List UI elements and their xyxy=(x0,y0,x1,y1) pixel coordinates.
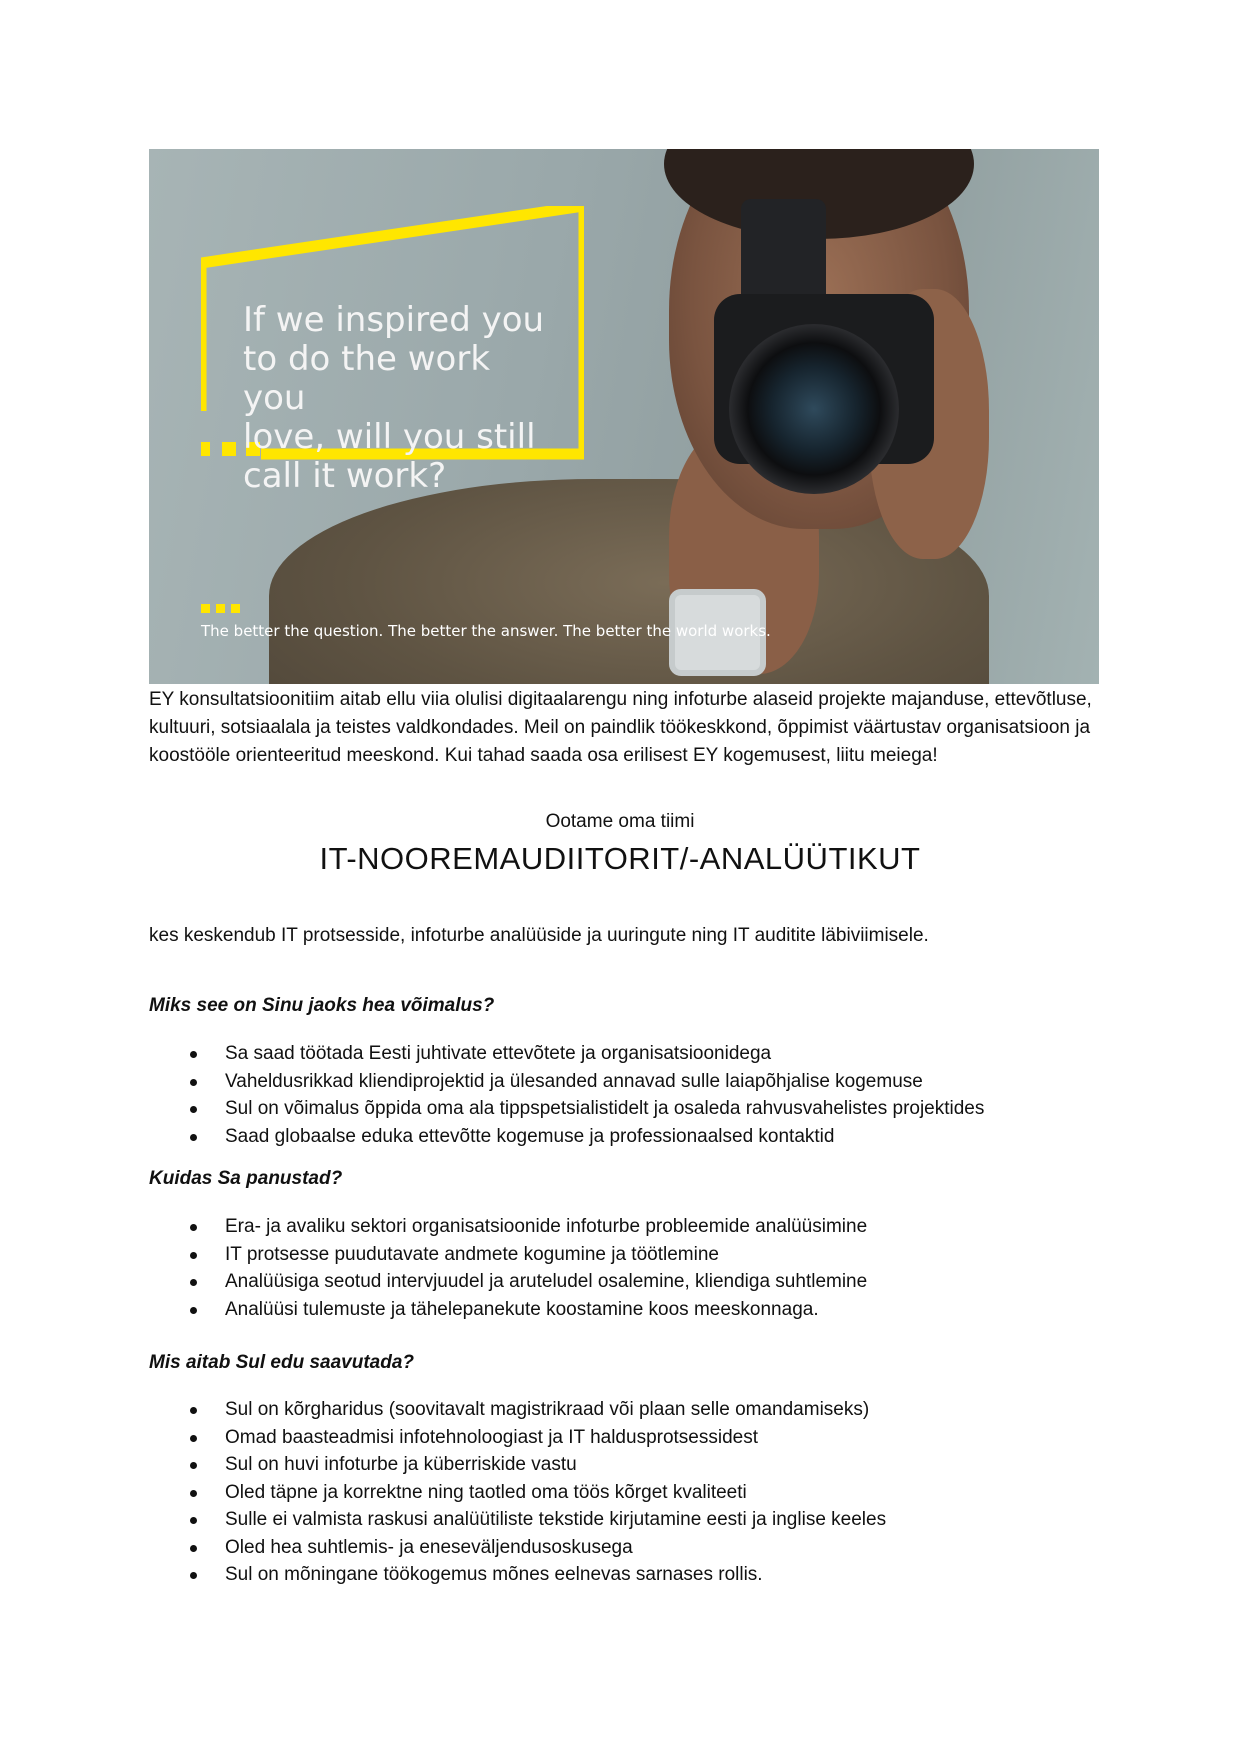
bullet-icon xyxy=(190,1079,197,1086)
list-item: Omad baasteadmisi infotehnoloogiast ja IT haldusprotsessidest xyxy=(185,1424,886,1452)
bullet-icon xyxy=(190,1462,197,1469)
bullet-icon xyxy=(190,1279,197,1286)
bullet-icon xyxy=(190,1307,197,1314)
list-item: Oled hea suhtlemis- ja eneseväljendusoskusega xyxy=(185,1534,886,1562)
list-item: Oled täpne ja korrektne ning taotled oma töös kõrget kvaliteeti xyxy=(185,1479,886,1507)
section-heading-benefits: Miks see on Sinu jaoks hea võimalus? xyxy=(149,995,495,1016)
ey-dots-icon xyxy=(201,604,251,614)
list-item: Sa saad töötada Eesti juhtivate ettevõtete ja organisatsioonidega xyxy=(185,1040,984,1068)
bullet-icon xyxy=(190,1224,197,1231)
intro-paragraph: EY konsultatsioonitiim aitab ellu viia olulisi digitaalarengu ning infoturbe alaseid projekte majanduse, ettevõtluse, kultuuri, sotsiaalala ja teistes valdkondades. Meil on paindlik töökeskkond, õppimist väärtustav organisatsioon ja koostööle orienteeritud meeskond. Kui tahad saada osa erilisest EY kogemusest, liitu meiega! xyxy=(149,689,1092,766)
hero-banner-image xyxy=(149,149,1099,684)
camera-flash xyxy=(741,199,826,304)
bullet-icon xyxy=(190,1051,197,1058)
list-item: Sul on kõrgharidus (soovitavalt magistrikraad või plaan selle omandamiseks) xyxy=(185,1396,886,1424)
quote-line: to do the work you xyxy=(243,339,491,418)
invite-text: Ootame oma tiimi xyxy=(545,811,695,832)
list-item: Analüüsiga seotud intervjuudel ja aruteludel osalemine, kliendiga suhtlemine xyxy=(185,1268,867,1296)
list-item: Vaheldusrikkad kliendiprojektid ja ülesanded annavad sulle laiapõhjalise kogemuse xyxy=(185,1068,984,1096)
bullet-icon xyxy=(190,1517,197,1524)
banner-quote xyxy=(243,301,563,496)
bullet-icon xyxy=(190,1490,197,1497)
section-heading-requirements: Mis aitab Sul edu saavutada? xyxy=(149,1352,415,1373)
list-item: Sul on huvi infoturbe ja küberriskide vastu xyxy=(185,1451,886,1479)
list-item: Sul on võimalus õppida oma ala tippspetsialistidelt ja osaleda rahvusvahelistes projektides xyxy=(185,1095,984,1123)
bullet-icon xyxy=(190,1407,197,1414)
job-title: IT-NOOREMAUDIITORIT/-ANALÜÜTIKUT xyxy=(319,841,921,876)
bullet-icon xyxy=(190,1435,197,1442)
quote-line: call it work? xyxy=(243,456,447,496)
bullet-icon xyxy=(190,1572,197,1579)
section-heading-contribution: Kuidas Sa panustad? xyxy=(149,1168,343,1189)
quote-line: love, will you still xyxy=(243,417,536,457)
list-item: Saad globaalse eduka ettevõtte kogemuse ja professionaalsed kontaktid xyxy=(185,1123,984,1151)
list-item: Sulle ei valmista raskusi analüütiliste tekstide kirjutamine eesti ja inglise keeles xyxy=(185,1506,886,1534)
list-item: IT protsesse puudutavate andmete kogumine ja töötlemine xyxy=(185,1241,867,1269)
benefits-list xyxy=(185,1040,984,1150)
contribution-list xyxy=(185,1213,867,1323)
bullet-icon xyxy=(190,1252,197,1259)
requirements-list xyxy=(185,1396,886,1589)
banner-tagline: The better the question. The better the answer. The better the world works. xyxy=(201,622,771,640)
bullet-icon xyxy=(190,1134,197,1141)
camera-lens xyxy=(729,324,899,494)
bullet-icon xyxy=(190,1106,197,1113)
bullet-icon xyxy=(190,1545,197,1552)
lead-paragraph: kes keskendub IT protsesside, infoturbe analüüside ja uuringute ning IT auditite läbiviimisele. xyxy=(149,925,929,946)
list-item: Analüüsi tulemuste ja tähelepanekute koostamine koos meeskonnaga. xyxy=(185,1296,867,1324)
quote-line: If we inspired you xyxy=(243,300,545,340)
list-item: Era- ja avaliku sektori organisatsioonide infoturbe probleemide analüüsimine xyxy=(185,1213,867,1241)
list-item: Sul on mõningane töökogemus mõnes eelnevas sarnases rollis. xyxy=(185,1561,886,1589)
